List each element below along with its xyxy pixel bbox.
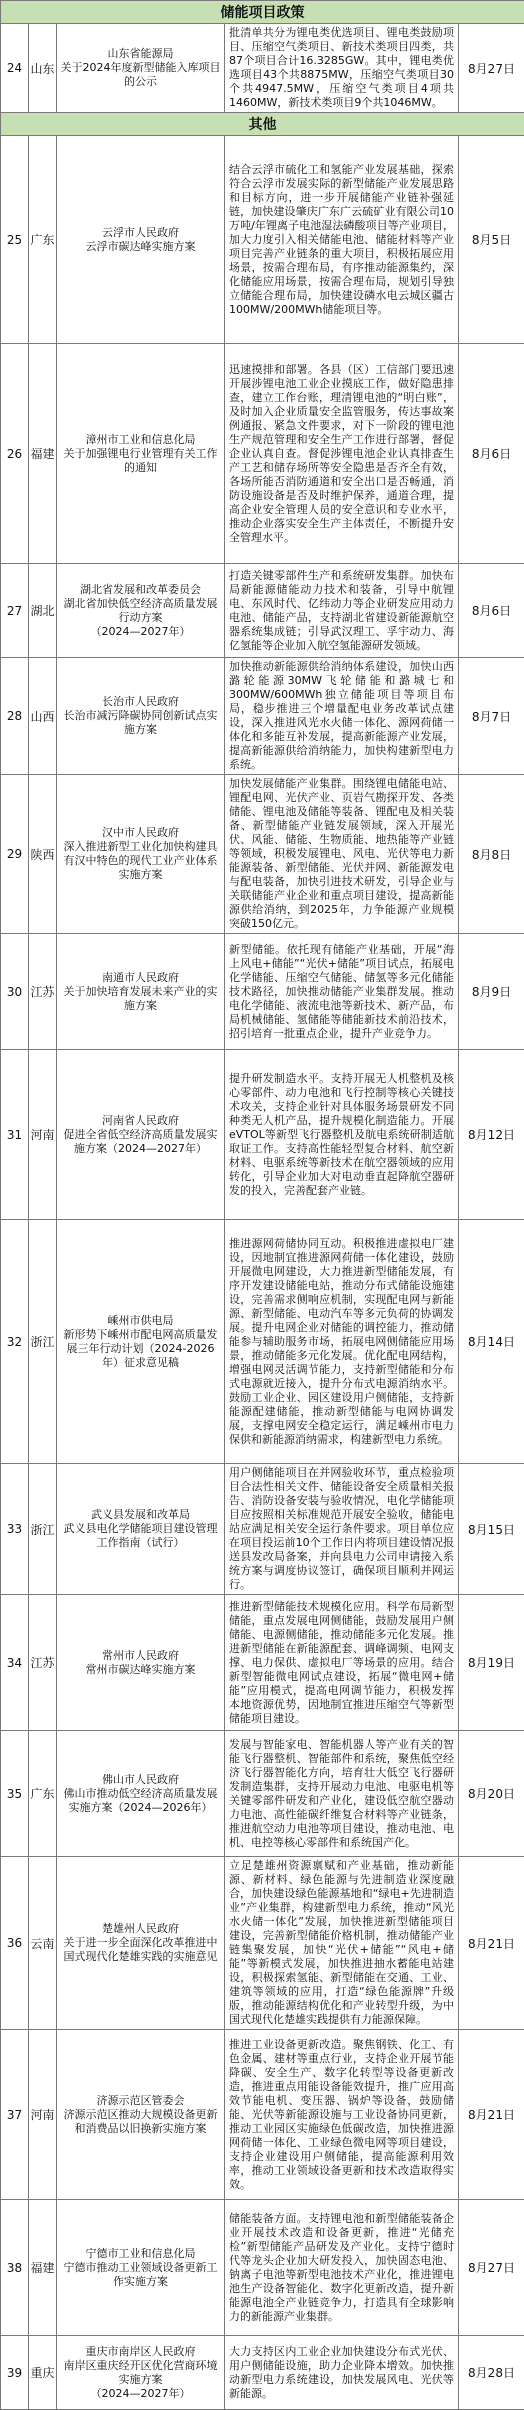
row-date: 8月6日 bbox=[459, 344, 524, 564]
row-number: 36 bbox=[1, 1857, 29, 2030]
row-content: 发展与智能家电、智能机器人等产业有关的智能飞行器整机、智能部件和系统，聚焦低空经济飞行器智能化方向，培育壮大低空飞行器研发制造集群，支持开展动力电池、电驱电机等关键零部件研发和产业化，建设低空航空器动力电池、高性能碳纤维复合材料等产业链条，推进航空动力电池等项目建设，推动电池、电机、电控等核心零部件和系统国产化。 bbox=[225, 1731, 459, 1857]
row-date: 8月7日 bbox=[459, 658, 524, 775]
document-name-line: 武义县发展和改革局 bbox=[60, 1508, 221, 1522]
row-region: 广东 bbox=[29, 1731, 57, 1857]
row-date: 8月20日 bbox=[459, 1731, 524, 1857]
row-region: 江苏 bbox=[29, 934, 57, 1050]
document-name-line: 关于加强锂电行业管理有关工作的通知 bbox=[60, 447, 221, 475]
row-number: 25 bbox=[1, 136, 29, 344]
table-row bbox=[1, 658, 524, 775]
table-row bbox=[1, 344, 524, 564]
row-date: 8月27日 bbox=[459, 24, 524, 113]
row-region: 河南 bbox=[29, 2030, 57, 2200]
document-name-line: 深入推进新型工业化加快构建具有汉中特色的现代工业产业体系实施方案 bbox=[60, 840, 221, 882]
row-region: 山东 bbox=[29, 24, 57, 113]
table-row bbox=[1, 564, 524, 658]
row-document-name bbox=[57, 658, 225, 775]
document-name-line: 济源示范区管委会 bbox=[60, 2094, 221, 2108]
document-name-line: 南岸区重庆经开区优化营商环境实施方案 bbox=[60, 2359, 221, 2387]
row-document-name bbox=[57, 2200, 225, 2336]
table-row bbox=[1, 775, 524, 934]
row-content: 迅速摸排和部署。各县（区）工信部门要迅速开展涉锂电池工业企业摸底工作，做好隐患排查，建立工作台账，理清锂电池的“明白账”，及时加入企业质量安全监管服务，传达事故案例通报、紧急文件要求，对下一阶段的锂电池生产规范管理和安全生产工作进行部署，督促企业认真自查。督促涉锂电池企业认真排查生产工艺和储存场所等安全隐患是否齐全有效，各场所能否消防通道和安全出口是否畅通，消防设施设备是否及时维护保养，通道合理，提高企业安全管理人员的安全意识和专业水平，推动企业落实安全生产主体责任，不断提升安全管理水平。 bbox=[225, 344, 459, 564]
row-number: 39 bbox=[1, 2336, 29, 2410]
document-name-line: 山东省能源局 bbox=[60, 47, 221, 61]
row-date: 8月21日 bbox=[459, 2030, 524, 2200]
table-row bbox=[1, 1050, 524, 1220]
row-number: 34 bbox=[1, 1595, 29, 1731]
document-name-line: 楚雄州人民政府 bbox=[60, 1922, 221, 1936]
row-number: 27 bbox=[1, 564, 29, 658]
document-name-line: 促进全省低空经济高质量发展实施方案（2024—2027年） bbox=[60, 1128, 221, 1156]
document-name-line: 云浮市碳达峰实施方案 bbox=[60, 240, 221, 254]
row-date: 8月21日 bbox=[459, 1857, 524, 2030]
document-name-line: 关于加快培育发展未来产业的实施方案 bbox=[60, 985, 221, 1013]
row-region: 浙江 bbox=[29, 1220, 57, 1464]
document-name-line: 武义县电化学储能项目建设管理工作指南（试行） bbox=[60, 1522, 221, 1550]
row-document-name bbox=[57, 1595, 225, 1731]
row-document-name bbox=[57, 934, 225, 1050]
row-document-name bbox=[57, 24, 225, 113]
document-name-line: 关于2024年度新型储能入库项目的公示 bbox=[60, 61, 221, 89]
row-date: 8月15日 bbox=[459, 1464, 524, 1595]
document-name-line: 湖北省发展和改革委员会 bbox=[60, 583, 221, 597]
row-content: 立足楚雄州资源禀赋和产业基础，推动新能源、新材料、绿色能源与先进制造业深度融合，加快建设绿色能源基地和“绿电+先进制造业”产业集群，构建新型电力系统，推动“风光水火储一体化”发展，加快推进新型储能项目建设，完善新型储能价格机制，推动储能产业链集聚发展，加快“光伏+储能”“风电+储能”等新模式发展，加快推进抽水蓄能电站建设，积极探索氢能、新型储能在交通、工业、建筑等领域的应用，打造“绿色能源牌”升级版，推动能源结构优化和产业转型升级，为中国式现代化楚雄实践提供有力能源保障。 bbox=[225, 1857, 459, 2030]
row-date: 8月9日 bbox=[459, 934, 524, 1050]
table-row bbox=[1, 1595, 524, 1731]
row-region: 湖北 bbox=[29, 564, 57, 658]
document-name-line: 关于进一步全面深化改革推进中国式现代化楚雄实践的实施意见 bbox=[60, 1936, 221, 1964]
row-date: 8月19日 bbox=[459, 1595, 524, 1731]
table-row bbox=[1, 2200, 524, 2336]
table-row bbox=[1, 1220, 524, 1464]
document-name-line: （2024—2027年） bbox=[60, 2387, 221, 2401]
table-row bbox=[1, 934, 524, 1050]
table-row bbox=[1, 1464, 524, 1595]
document-name-line: 宁德市工业和信息化局 bbox=[60, 2247, 221, 2261]
row-content: 打造关键零部件生产和系统研发集群。加快布局新能源储能动力技术和装备，引导中航锂电、东风时代、亿纬动力等企业研发应用动力电池、储能产品，支持湖北省建设新能源航空器系统集成链；引导武汉理工、孚宇动力、海亿氢能等企业加入航空氢能源研发领域。 bbox=[225, 564, 459, 658]
row-content: 结合云浮市硫化工和氢能产业发展基础，探索符合云浮市发展实际的新型储能产业发展思路和目标方向，进一步开展储能产业链补强延链，加快建设肇庆广东广云硫矿业有限公司10万吨/年锂离子电池湿法磷酸项目等产业项目，加大力度引入相关储能电池、储能材料等产业项目完善产业链条的重大项目，积极拓展应用场景，按需合理布局，有序推动能源集约，深化储能应用场景，按需合理布局，规划引导独立储能合理布局，加快建设磷水电云城区疆古100MW/200MWh储能项目等。 bbox=[225, 136, 459, 344]
row-content: 提升研发制造水平。支持开展无人机整机及核心零部件、动力电池和飞行控制等核心关键技术攻关，支持企业针对具体服务场景研发不同种类无人机产品，提升规模化制造能力。开展eVTOL等新型飞行器整机及航电系统研制适航取证工作。支持高性能轻型复合材料、航空新材料、电驱系统等新技术在航空器领域的应用转化，引导企业加大对电动垂直起降航空器研发的投入，完善配套产业链。 bbox=[225, 1050, 459, 1220]
document-name-line: 济源示范区推动大规模设备更新和消费品以旧换新实施方案 bbox=[60, 2108, 221, 2136]
row-region: 广东 bbox=[29, 136, 57, 344]
row-number: 30 bbox=[1, 934, 29, 1050]
document-name-line: 佛山市推动低空经济高质量发展实施方案（2024—2026年） bbox=[60, 1787, 221, 1815]
row-document-name bbox=[57, 1050, 225, 1220]
row-document-name bbox=[57, 775, 225, 934]
row-number: 37 bbox=[1, 2030, 29, 2200]
row-number: 26 bbox=[1, 344, 29, 564]
row-document-name bbox=[57, 1731, 225, 1857]
row-number: 33 bbox=[1, 1464, 29, 1595]
row-content: 推进工业设备更新改造。聚焦钢铁、化工、有色金属、建材等重点行业，支持企业开展节能降碳、安全生产、数字化转型等设备更新改造，推进重点用能设备能效提升，推广应用高效节能电机、变压器、锅炉等设备，鼓励储能、光伏等新能源设施与工业设备协同更新，推动工业园区实施绿色低碳改造，加快推进源网荷储一体化、工业绿色微电网等项目建设，支持企业建设用户侧储能，提高能源利用效率，推动工业领域设备更新和技术改造取得实效。 bbox=[225, 2030, 459, 2200]
document-name-line: 宁德市推动工业领域设备更新工作实施方案 bbox=[60, 2261, 221, 2289]
document-name-line: 常州市人民政府 bbox=[60, 1649, 221, 1663]
row-content: 大力支持区内工业企业加快建设分布式光伏、用户侧储能设施，助力企业降本增效。加快推动新型电力系统建设，加快发展风电、光伏等新能源。 bbox=[225, 2336, 459, 2410]
document-name-line: 长治市人民政府 bbox=[60, 695, 221, 709]
document-name-line: 佛山市人民政府 bbox=[60, 1773, 221, 1787]
document-name-line: 南通市人民政府 bbox=[60, 971, 221, 985]
row-region: 福建 bbox=[29, 344, 57, 564]
row-region: 重庆 bbox=[29, 2336, 57, 2410]
row-document-name bbox=[57, 564, 225, 658]
row-number: 35 bbox=[1, 1731, 29, 1857]
row-number: 29 bbox=[1, 775, 29, 934]
row-date: 8月12日 bbox=[459, 1050, 524, 1220]
table-row bbox=[1, 2336, 524, 2410]
row-region: 江苏 bbox=[29, 1595, 57, 1731]
row-date: 8月28日 bbox=[459, 2336, 524, 2410]
row-content: 加快发展储能产业集群。围绕锂电储能电站、锂配电网、光伏产业、页岩气勘探开发、各类储能、锂电池及储能等装备、锂配电及相关装备、新型储能产业链发展领域，深入开展光伏、风能、储能、生物质能、地热能等产业链等领域，积极发展锂电、风电、光伏等电力新能源装备、新型储能、光伏并网、新能源发电与配电装备，加快引进技术研发，引导企业与关联储能产业企业和重点项目建设，提高新能源供给消纳，到2025年，力争能源产业规模突破150亿元。 bbox=[225, 775, 459, 934]
row-number: 28 bbox=[1, 658, 29, 775]
row-date: 8月27日 bbox=[459, 2200, 524, 2336]
row-number: 24 bbox=[1, 24, 29, 113]
row-region: 浙江 bbox=[29, 1464, 57, 1595]
table-row bbox=[1, 1731, 524, 1857]
document-name-line: 重庆市南岸区人民政府 bbox=[60, 2345, 221, 2359]
document-name-line: 常州市碳达峰实施方案 bbox=[60, 1663, 221, 1677]
document-name-line: 新形势下嵊州市配电网高质量发展三年行动计划（2024-2026年）征求意见稿 bbox=[60, 1328, 221, 1370]
table-row bbox=[1, 136, 524, 344]
row-region: 河南 bbox=[29, 1050, 57, 1220]
table-row bbox=[1, 24, 524, 113]
row-content: 新型储能。依托现有储能产业基础，开展“海上风电+储能”“光伏+储能”项目试点，拓展电化学储能、压缩空气储能、储氢等多元化储能技术路径，加快推动储能产业集群发展。推动电化学储能、液流电池等新技术、新产品，布局机械储能、氢储能等储能新技术前沿技术，招引培育一批重点企业，提升产业竞争力。 bbox=[225, 934, 459, 1050]
row-region: 山西 bbox=[29, 658, 57, 775]
row-document-name bbox=[57, 1464, 225, 1595]
row-region: 云南 bbox=[29, 1857, 57, 2030]
row-content: 加快推动新能源供给消纳体系建设，加快山西潞轮能源30MW飞轮储能和潞城七和300MW/600MWh独立储能项目等项目布局，稳步推进三个增量配电业务改革试点建设，深入推进风光水火储一体化、源网荷储一体化和多能互补发展，提高新能源产业发展，提高新能源供给消纳能力，加快构建新型电力系统。 bbox=[225, 658, 459, 775]
document-name-line: 河南省人民政府 bbox=[60, 1114, 221, 1128]
row-content: 批清单共分为锂电类优选项目、锂电类鼓励项目、压缩空气类项目、新技术类项目四类，共87个项目合计16.3285GW。其中，锂电类优选项目43个共8875MW，压缩空气类项目30个共4947.5MW，压缩空气类项目4项共1460MW，新技术类项目9个共1046MW。 bbox=[225, 24, 459, 113]
row-date: 8月6日 bbox=[459, 564, 524, 658]
section-title-policy: 储能项目政策 bbox=[1, 1, 524, 24]
row-document-name bbox=[57, 1857, 225, 2030]
row-region: 福建 bbox=[29, 2200, 57, 2336]
row-number: 32 bbox=[1, 1220, 29, 1464]
row-content: 用户侧储能项目在并网验收环节，重点检验项目合法性相关文件、储能设备安全质量相关报告、消防设备安装与验收情况，电化学储能项目应按照相关标准规范开展安全验收，储能电站应满足相关安全运行条件要求。项目单位应在项目投运前10个工作日内将项目建设情况报送县发改局备案，并向县电力公司申请接入系统方案与调度协议签订，确保项目顺利并网运行。 bbox=[225, 1464, 459, 1595]
document-name-line: 汉中市人民政府 bbox=[60, 826, 221, 840]
document-name-line: 嵊州市供电局 bbox=[60, 1314, 221, 1328]
row-date: 8月14日 bbox=[459, 1220, 524, 1464]
row-document-name bbox=[57, 136, 225, 344]
row-document-name bbox=[57, 2030, 225, 2200]
row-region: 陕西 bbox=[29, 775, 57, 934]
row-number: 31 bbox=[1, 1050, 29, 1220]
row-document-name bbox=[57, 1220, 225, 1464]
row-document-name bbox=[57, 344, 225, 564]
document-name-line: 云浮市人民政府 bbox=[60, 226, 221, 240]
table-row bbox=[1, 1857, 524, 2030]
document-name-line: 湖北省加快低空经济高质量发展行动方案 bbox=[60, 597, 221, 625]
row-content: 储能装备方面。支持锂电池和新型储能装备企业开展技术改造和设备更新，推进“光储充检”新型储能产品研发及产业化。支持宁德时代等龙头企业加大研发投入，加快固态电池、钠离子电池等新型电池技术产业化，推进锂电池生产设备智能化、数字化更新改造，提升新能源电池全产业链竞争力，打造具有全球影响力的新能源产业集群。 bbox=[225, 2200, 459, 2336]
table-row bbox=[1, 2030, 524, 2200]
row-date: 8月8日 bbox=[459, 775, 524, 934]
row-content: 推进新型储能技术规模化应用。科学布局新型储能，重点发展电网侧储能，鼓励发展用户侧储能、电源侧储能，推动储能多元化发展。推进新型储能在新能源配套、调峰调频、电网支撑、电力保供、虚拟电厂等场景的应用。结合新型智能微电网试点建设，拓展“微电网+储能”应用模式，提高电网调节能力，积极发挥本地资源优势，因地制宜推进压缩空气等新型储能项目建设。 bbox=[225, 1595, 459, 1731]
row-document-name bbox=[57, 2336, 225, 2410]
row-content: 推进源网荷储协同互动。积极推进虚拟电厂建设，因地制宜推进源网荷储一体化建设，鼓励开展微电网建设，大力推进新型储能发展，有序开发建设储能电站，推动分布式储能设施建设，完善需求侧响应机制，实现配电网与新能源、新型储能、电动汽车等多元负荷的协调发展。提升电网企业对储能的调控能力，推动储能参与辅助服务市场，拓展电网侧储能应用场景，推动储能多元化发展。优化配电网结构，增强电网灵活调节能力，支持新型储能和分布式电源就近接入，提升分布式电源消纳水平。鼓励工业企业、园区建设用户侧储能，支持新能源配建储能，推动新型储能与电网协调发展，支撑电网安全稳定运行，满足嵊州市电力保供和新能源消纳需求，构建新型电力系统。 bbox=[225, 1220, 459, 1464]
document-name-line: （2024—2027年） bbox=[60, 625, 221, 639]
section-title-other: 其他 bbox=[1, 113, 524, 136]
document-name-line: 长治市减污降碳协同创新试点实施方案 bbox=[60, 709, 221, 737]
row-date: 8月5日 bbox=[459, 136, 524, 344]
row-number: 38 bbox=[1, 2200, 29, 2336]
document-name-line: 漳州市工业和信息化局 bbox=[60, 433, 221, 447]
